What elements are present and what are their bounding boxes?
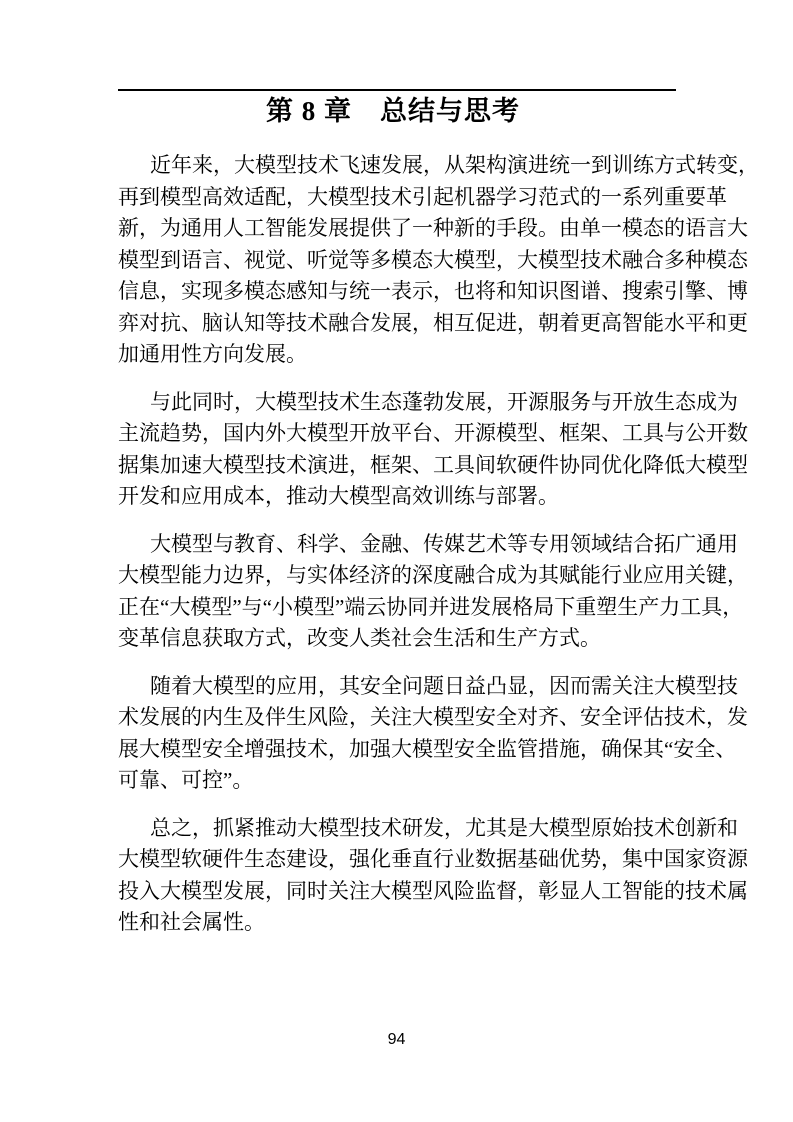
text-line: 加通用性方向发展。: [118, 342, 307, 366]
page-number: 94: [387, 1031, 406, 1048]
text-line: 大模型软硬件生态建设，强化垂直行业数据基础优势，集中国家资源: [118, 847, 748, 871]
text-line: 正在“大模型”与“小模型”端云协同并进发展格局下重塑生产力工具，: [118, 594, 744, 619]
paragraph: [118, 387, 748, 513]
text-line: 性和社会属性。: [118, 910, 265, 934]
paragraph: [118, 671, 748, 797]
chapter-title: 第 8 章 总结与思考: [266, 96, 520, 126]
body-text: [118, 150, 759, 955]
text-line: 弈对抗、脑认知等技术融合发展，相互促进，朝着更高智能水平和更: [118, 310, 748, 335]
text-line: 与此同时，大模型技术生态蓬勃发展，开源服务与开放生态成为: [150, 389, 738, 414]
text-line: 大模型与教育、科学、金融、传媒艺术等专用领域结合拓广通用: [150, 531, 738, 556]
text-line: 术发展的内生及伴生风险，关注大模型安全对齐、安全评估技术，发: [118, 705, 748, 729]
text-line: 大模型能力边界，与实体经济的深度融合成为其赋能行业应用关键，: [118, 563, 748, 587]
text-line: 再到模型高效适配，大模型技术引起机器学习范式的一系列重要革: [118, 184, 727, 209]
text-line: 主流趋势，国内外大模型开放平台、开源模型、框架、工具与公开数: [118, 421, 748, 445]
text-line: 随着大模型的应用，其安全问题日益凸显，因而需关注大模型技: [150, 673, 738, 698]
text-line: 信息，实现多模态感知与统一表示，也将和知识图谱、搜索引擎、博: [118, 279, 748, 303]
paragraph: [118, 150, 759, 371]
text-line: 近年来，大模型技术飞速发展，从架构演进统一到训练方式转变，: [150, 153, 759, 177]
text-line: 总之，抓紧推动大模型技术研发，尤其是大模型原始技术创新和: [150, 815, 738, 840]
text-line: 据集加速大模型技术演进，框架、工具间软硬件协同优化降低大模型: [118, 452, 748, 477]
text-line: 变革信息获取方式，改变人类社会生活和生产方式。: [118, 626, 601, 650]
text-line: 模型到语言、视觉、听觉等多模态大模型，大模型技术融合多种模态: [118, 247, 748, 272]
text-line: 投入大模型发展，同时关注大模型风险监督，彰显人工智能的技术属: [118, 878, 748, 903]
text-line: 开发和应用成本，推动大模型高效训练与部署。: [118, 484, 559, 508]
paragraph: [118, 529, 748, 655]
header-rule: [118, 89, 676, 91]
text-line: 新，为通用人工智能发展提供了一种新的手段。由单一模态的语言大: [118, 216, 748, 240]
text-line: 展大模型安全增强技术，加强大模型安全监管措施，确保其“安全、: [118, 736, 737, 761]
text-line: 可靠、可控”。: [118, 768, 254, 792]
paragraph: [118, 813, 748, 939]
